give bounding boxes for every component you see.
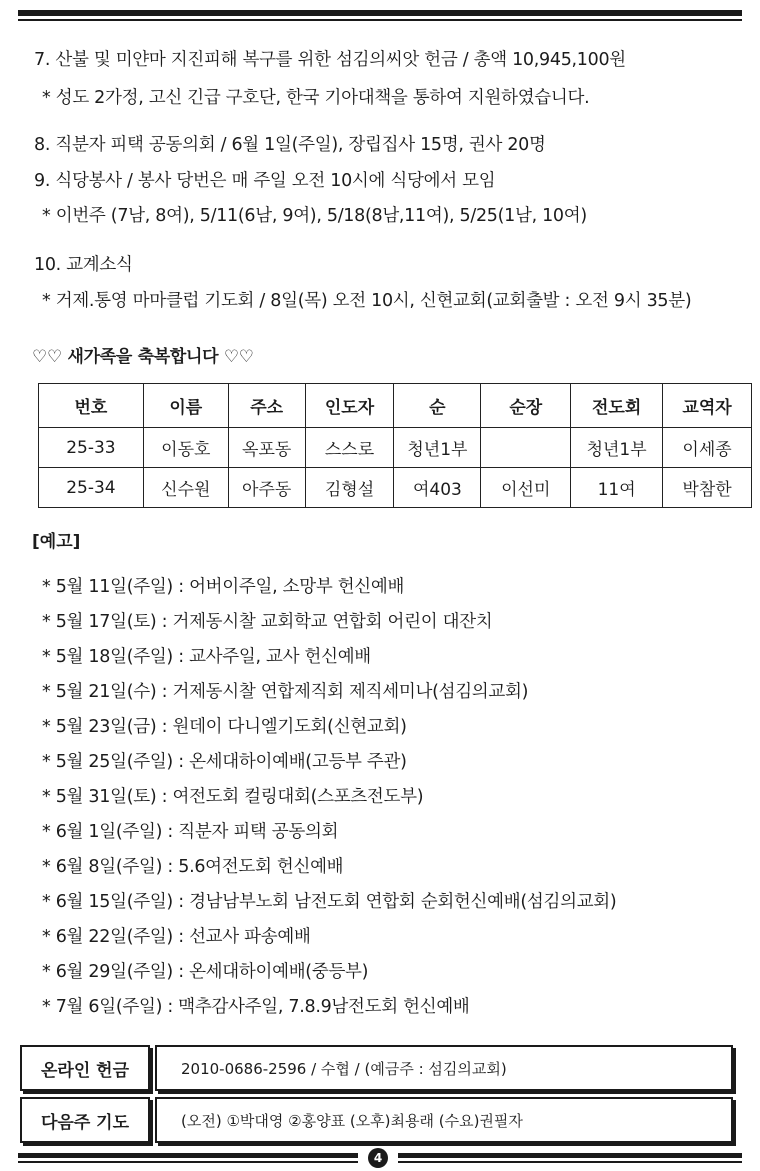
- event-item: * 6월 1일(주일) : 직분자 피택 공동의회: [42, 822, 339, 842]
- new-family-title: ♡♡ 새가족을 축복합니다 ♡♡: [32, 347, 254, 367]
- event-item: * 5월 11일(주일) : 어버이주일, 소망부 헌신예배: [42, 577, 405, 597]
- table-cell: [481, 428, 571, 468]
- header-group: 순: [394, 384, 481, 428]
- event-item: * 5월 18일(주일) : 교사주일, 교사 헌신예배: [42, 647, 371, 667]
- table-cell: 여403: [394, 468, 481, 508]
- event-item: * 6월 8일(주일) : 5.6여전도회 헌신예배: [42, 857, 344, 877]
- online-offering-label: 온라인 헌금: [20, 1045, 150, 1091]
- table-cell: 청년1부: [394, 428, 481, 468]
- table-cell: 이선미: [481, 468, 571, 508]
- event-item: * 7월 6일(주일) : 맥추감사주일, 7.8.9남전도회 헌신예배: [42, 997, 470, 1017]
- table-cell: 25-34: [39, 468, 144, 508]
- table-cell: 김형설: [305, 468, 394, 508]
- header-group-leader: 순장: [481, 384, 571, 428]
- table-cell: 옥포동: [228, 428, 305, 468]
- online-offering-account: 2010-0686-2596 / 수협 / (예금주 : 섬김의교회): [155, 1045, 733, 1091]
- next-prayer-label: 다음주 기도: [20, 1097, 150, 1143]
- header-pastor: 교역자: [663, 384, 752, 428]
- next-prayer-names: (오전) ①박대영 ②홍양표 (오후)최용래 (수요)권필자: [155, 1097, 733, 1143]
- table-row: [39, 468, 752, 508]
- top-double-rule: [18, 10, 742, 16]
- table-header-row: [39, 384, 752, 428]
- event-item: * 6월 15일(주일) : 경남남부노회 남전도회 연합회 순회헌신예배(섬김의교회): [42, 892, 617, 912]
- item-10-church-news: 10. 교계소식: [34, 255, 133, 275]
- table-cell: 스스로: [305, 428, 394, 468]
- event-item: * 6월 22일(주일) : 선교사 파송예배: [42, 927, 311, 947]
- table-cell: 아주동: [228, 468, 305, 508]
- event-item: * 5월 23일(금) : 원데이 다니엘기도회(신현교회): [42, 717, 407, 737]
- notice-title: [예고]: [32, 532, 81, 552]
- item-9-kitchen-service: 9. 식당봉사 / 봉사 당번은 매 주일 오전 10시에 식당에서 모임: [34, 171, 496, 191]
- event-item: * 6월 29일(주일) : 온세대하이예배(중등부): [42, 962, 369, 982]
- table-row: [39, 428, 752, 468]
- event-item: * 5월 21일(수) : 거제동시찰 연합제직회 제직세미나(섬김의교회): [42, 682, 529, 702]
- table-cell: 청년1부: [571, 428, 663, 468]
- header-address: 주소: [228, 384, 305, 428]
- event-item: * 5월 31일(토) : 여전도회 컬링대회(스포츠전도부): [42, 787, 424, 807]
- item-10-detail: * 거제.통영 마마클럽 기도회 / 8일(목) 오전 10시, 신현교회(교회출발 : 오전 9시 35분): [42, 291, 692, 311]
- item-9-schedule: * 이번주 (7남, 8여), 5/11(6남, 9여), 5/18(8남,11여), 5/25(1남, 10여): [42, 206, 587, 226]
- table-cell: 25-33: [39, 428, 144, 468]
- header-name: 이름: [143, 384, 228, 428]
- table-cell: 이세종: [663, 428, 752, 468]
- bottom-rule-left: [18, 1153, 358, 1158]
- table-cell: 11여: [571, 468, 663, 508]
- event-item: * 5월 17일(토) : 거제동시찰 교회학교 연합회 어린이 대잔치: [42, 612, 493, 632]
- page-number-badge: 4: [368, 1148, 388, 1168]
- new-family-table: [38, 383, 752, 508]
- item-7-seed-offering: 7. 산불 및 미얀마 지진피해 복구를 위한 섬김의씨앗 헌금 / 총액 10,945,100원: [34, 50, 626, 70]
- header-number: 번호: [39, 384, 144, 428]
- event-item: * 5월 25일(주일) : 온세대하이예배(고등부 주관): [42, 752, 407, 772]
- table-cell: 박참한: [663, 468, 752, 508]
- header-mission-society: 전도회: [571, 384, 663, 428]
- item-8-elder-election: 8. 직분자 피택 공동의회 / 6월 1일(주일), 장립집사 15명, 권사 20명: [34, 135, 546, 155]
- header-guide: 인도자: [305, 384, 394, 428]
- table-cell: 신수원: [143, 468, 228, 508]
- item-7-note: * 성도 2가정, 고신 긴급 구호단, 한국 기아대책을 통하여 지원하였습니다.: [42, 88, 590, 108]
- bottom-rule-right: [398, 1153, 742, 1158]
- table-cell: 이동호: [143, 428, 228, 468]
